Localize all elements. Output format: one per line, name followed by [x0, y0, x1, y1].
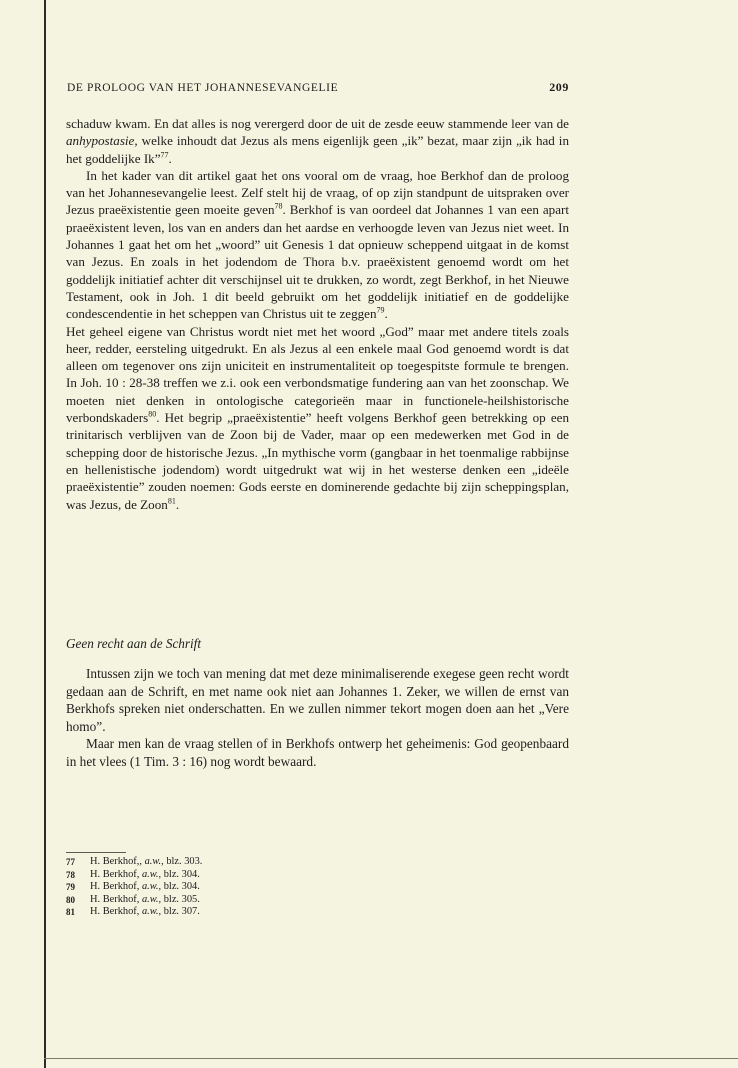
- footnote-number: 81: [66, 907, 75, 918]
- footnote-number: 78: [66, 869, 75, 880]
- text-run: In het kader van dit artikel gaat het ons vooral om de vraag, hoe Berkhof dan de proloog van het Johannesevangelie leest. Zelf stelt hij de vraag, of op zijn standpunt de uitspraken over Jezus praeëxistentie geen moeite geven: [66, 167, 569, 218]
- page-number: 209: [549, 80, 569, 94]
- section-paragraph: Intussen zijn we toch van mening dat met deze minimaliserende exegese geen recht wordt gedaan aan de Schrift, en met name ook niet aan Johannes 1. Zeker, we willen de ernst van Berkhofs spreken niet onderschatten. En we zullen nimmer tekort mogen doen aan het „Vere homo”.: [66, 666, 569, 734]
- footnote-page: blz. 304.: [163, 881, 200, 893]
- footnote-author: H. Berkhof,: [90, 881, 140, 893]
- footnote: [66, 881, 486, 894]
- section-body: [66, 665, 569, 770]
- footnote-number: 79: [66, 882, 75, 893]
- footnote-text: [90, 881, 200, 894]
- footnote: [66, 894, 486, 907]
- body-paragraph: [66, 115, 569, 167]
- footnotes: [66, 856, 486, 919]
- page-header: [67, 80, 569, 95]
- footnote-ref-abbrev: a.w.,: [144, 856, 164, 867]
- footnote-ref: 81: [167, 496, 176, 506]
- text-run: .: [384, 306, 388, 322]
- footnote-ref: 80: [148, 409, 157, 419]
- page-edge-bottom: [44, 1058, 738, 1059]
- footnote-author: H. Berkhof,,: [90, 856, 142, 867]
- footnote-text: [90, 856, 202, 869]
- footnote-number: 80: [66, 894, 75, 905]
- footnote-author: H. Berkhof,: [90, 906, 140, 918]
- section-heading: Geen recht aan de Schrift: [66, 636, 202, 651]
- body-paragraph: [66, 167, 569, 323]
- page-edge-left: [44, 0, 46, 1068]
- running-title: DE PROLOOG VAN HET JOHANNESEVANGELIE: [67, 82, 339, 94]
- body-paragraph: [66, 323, 569, 513]
- footnote-ref: 79: [376, 305, 385, 315]
- text-run: welke inhoudt dat Jezus als mens eigenlijk geen „ik” bezat, maar zijn „ik had in het goddelijke Ik”: [66, 133, 569, 166]
- footnote-ref-abbrev: a.w.,: [141, 881, 162, 893]
- footnote-page: blz. 304.: [163, 868, 200, 880]
- body-text: [66, 115, 569, 513]
- text-run: schaduw kwam. En dat alles is nog verergerd door de uit de zesde eeuw stammende leer van de: [66, 116, 569, 131]
- footnote-ref-abbrev: a.w.,: [141, 868, 162, 880]
- footnote: [66, 869, 486, 882]
- footnote-ref-abbrev: a.w.,: [141, 906, 162, 918]
- footnote-author: H. Berkhof,: [90, 868, 140, 880]
- italic-term: anhypostasie,: [66, 133, 138, 149]
- footnote: [66, 856, 486, 869]
- footnote: [66, 906, 486, 919]
- footnote-text: [90, 894, 200, 907]
- footnote-page: blz. 307.: [163, 906, 200, 918]
- footnote-ref: 77: [160, 150, 169, 160]
- footnote-rule: [66, 852, 126, 853]
- text-run: Het geheel eigene van Christus wordt niet met het woord „God” maar met andere titels zoals heer, redder, eersteling uitgedrukt. En als Jezus al een enkele maal God genoemd wordt is dat alleen om tegenover ons zijn uniciteit en instrumentaliteit op toegespitste formule te brengen. In Joh. 10 : 28-38 treffen we z.i. ook een verbondsmatige fundering aan van het zoonschap. We moeten niet denken in ontologische categorieën maar in functionele-heilshistorische verbondskaders: [66, 323, 569, 426]
- footnote-page: blz. 305.: [163, 893, 200, 905]
- footnote-ref-abbrev: a.w.,: [141, 893, 162, 905]
- footnote-number: 77: [66, 857, 75, 867]
- footnote-text: [90, 906, 200, 919]
- footnote-ref: 78: [274, 202, 283, 212]
- section-paragraph: Maar men kan de vraag stellen of in Berkhofs ontwerp het geheimenis: God geopenbaard in het vlees (1 Tim. 3 : 16) nog wordt bewaard.: [66, 736, 569, 769]
- text-run: .: [175, 496, 180, 512]
- text-run: . Berkhof is van oordeel dat Johannes 1 van een apart praeëxistent leven, los van en anders dan het aardse en verhoogde leven van Jezus niet weet. In Johannes 1 gaat het om het „woord” uit Genesis 1 dat opnieuw scheppend uitgaat in de komst van Jezus. En zoals in het jodendom de Thora b.v. praeëxistent genoemd wordt om het goddelijk initiatief achter dit verschijnsel uit te drukken, zo wordt, zegt Berkhof, in het Nieuwe Testament, ook in Joh. 1 dit beeld gebruikt om het goddelijk initiatief en de goddelijke condescendentie in het scheppen van Christus uit te zeggen: [66, 202, 569, 322]
- footnote-text: [90, 869, 200, 882]
- text-run: . Het begrip „praeëxistentie” heeft volgens Berkhof geen betrekking op een trinitarisch verblijven van de Zoon bij de Vader, maar op een medewerken met God in de schepping door de historische Jezus. „In mythische vorm (gangbaar in het toenmalige rabbijnse en hellenistische jodendom) wordt uitgedrukt wat wij in het westerse denken een „ideële praeëxistentie” zouden noemen: Gods eerste en dominerende gedachte bij zijn scheppingsplan, was Jezus, de Zoon: [66, 410, 569, 512]
- footnote-page: blz. 303.: [166, 856, 203, 867]
- footnote-author: H. Berkhof,: [90, 893, 140, 905]
- text-run: .: [168, 150, 172, 166]
